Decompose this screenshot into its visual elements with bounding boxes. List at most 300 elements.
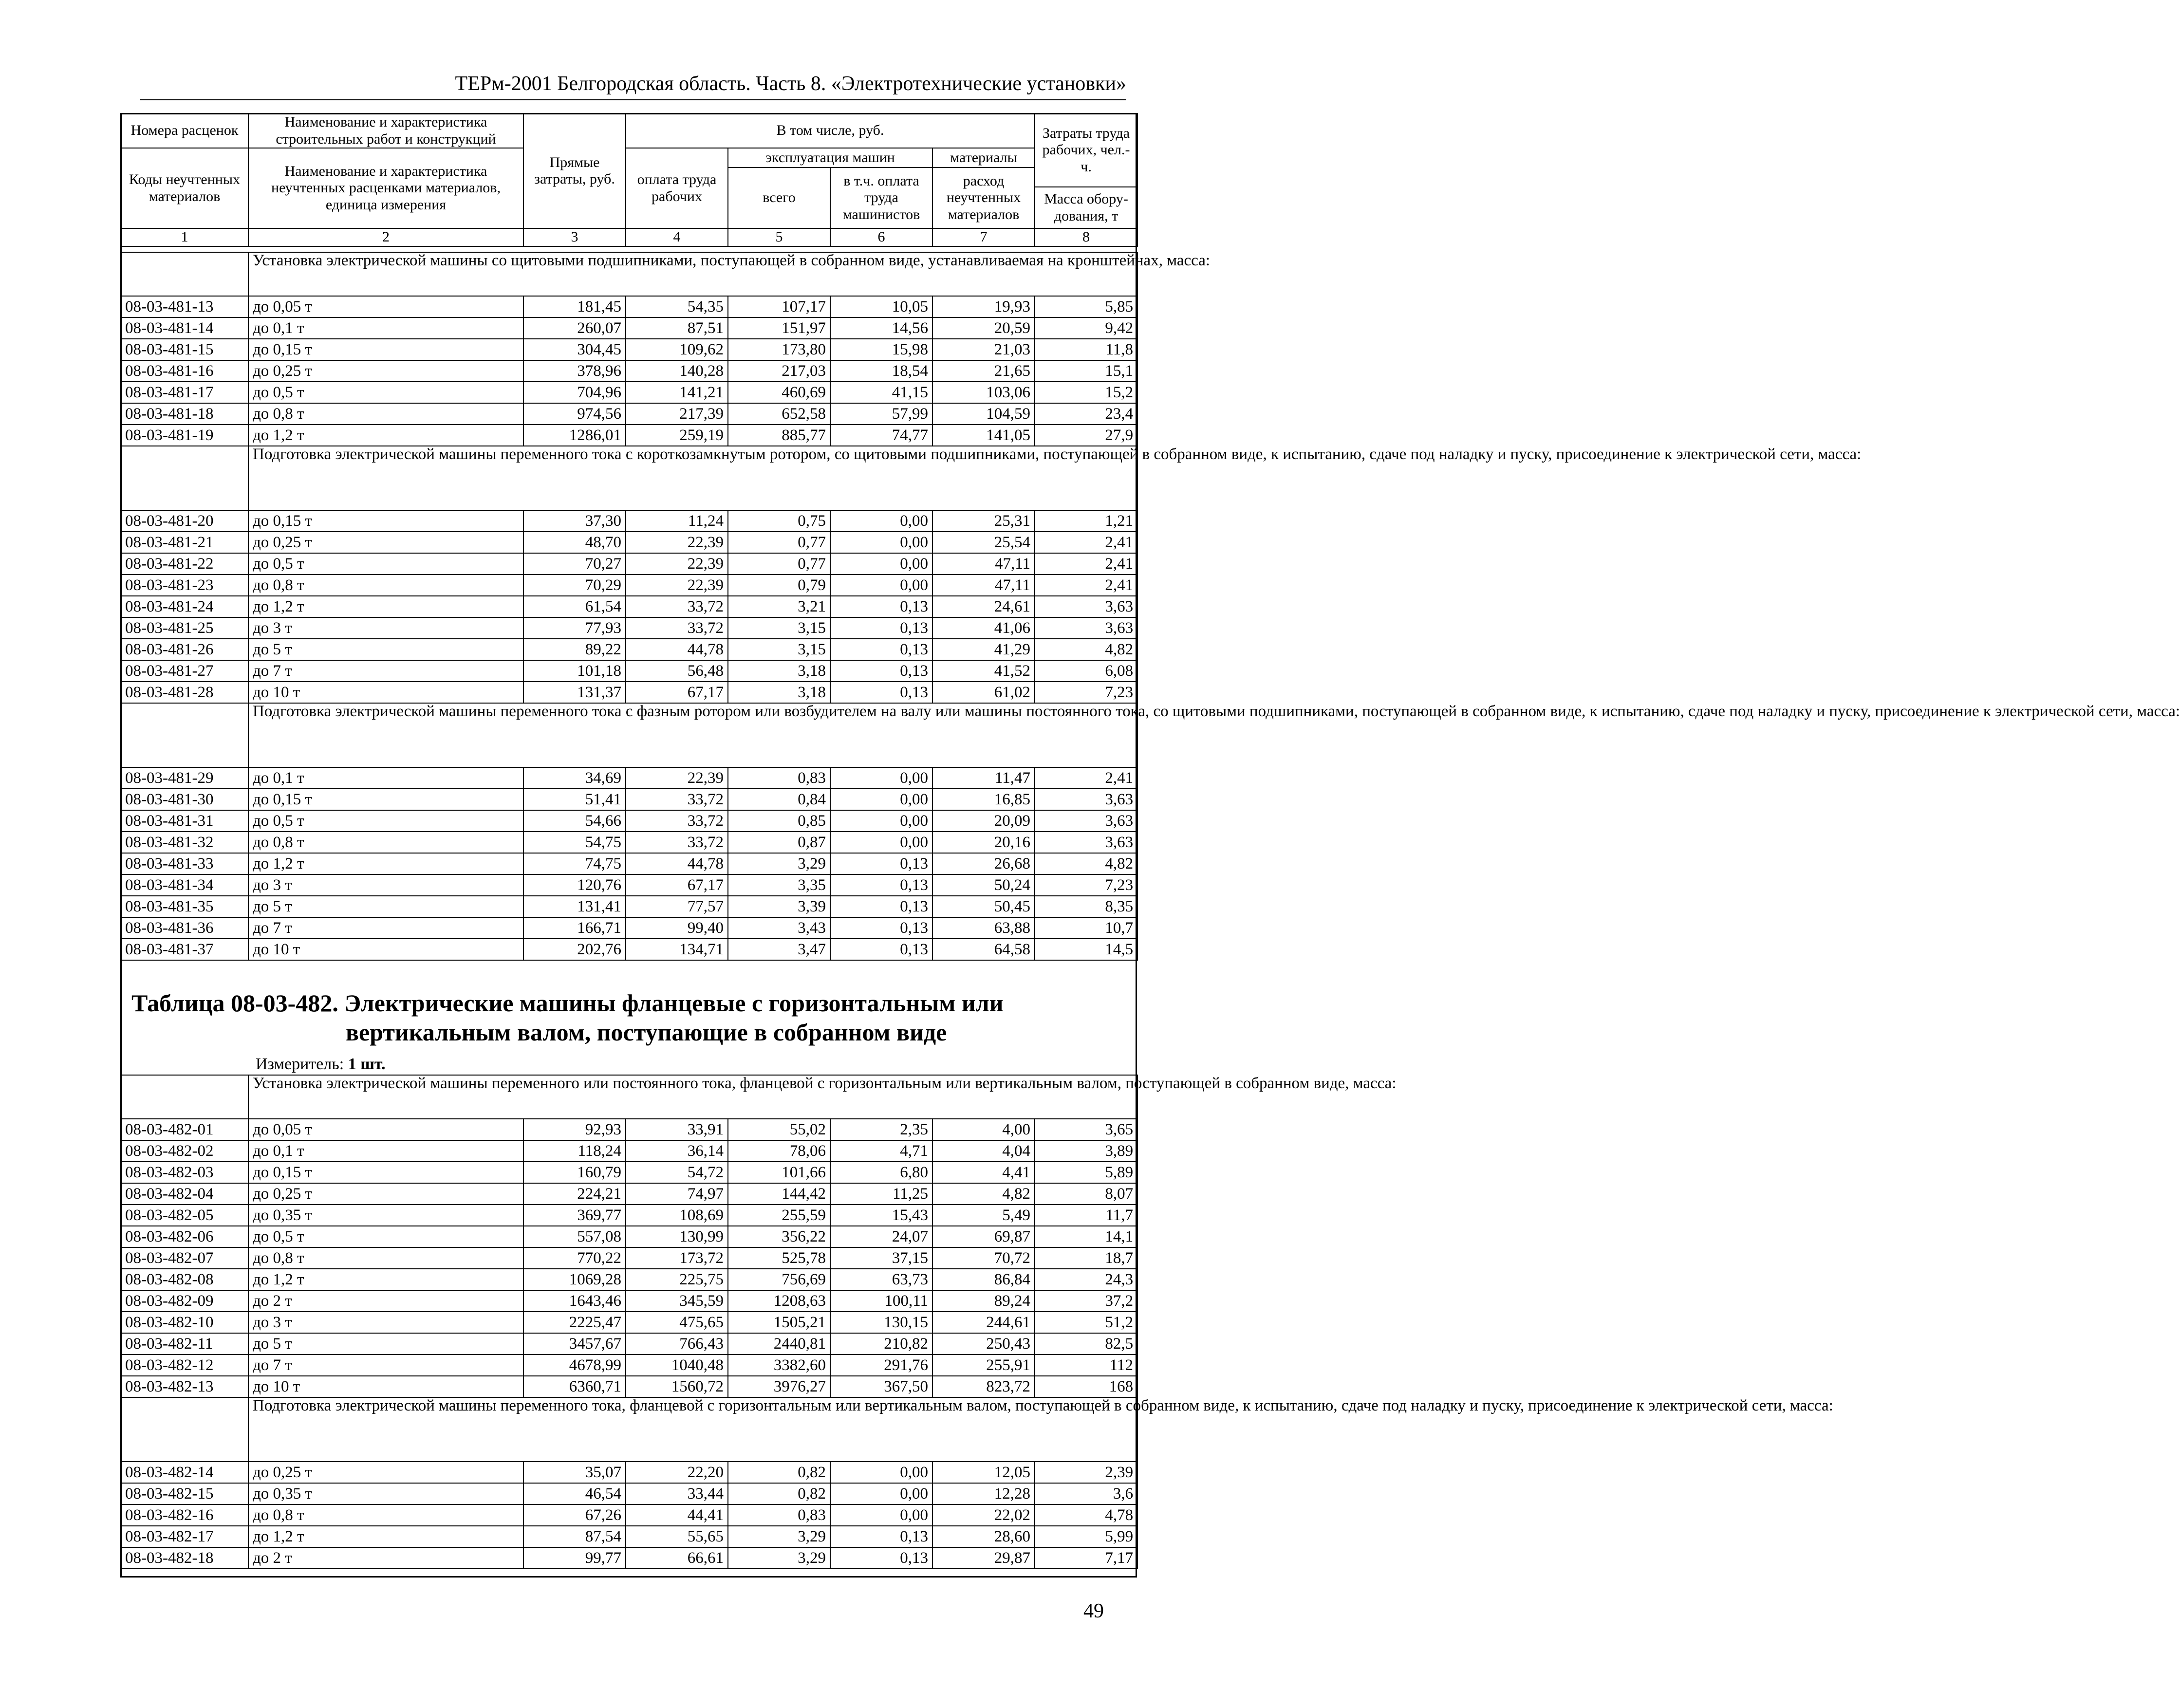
labor-hours-cell: 5,99 <box>1035 1526 1137 1547</box>
labor-hours-cell: 14,1 <box>1035 1226 1137 1247</box>
material-use-cell: 244,61 <box>932 1312 1035 1333</box>
worker-pay-cell: 74,97 <box>626 1183 728 1205</box>
material-use-cell: 50,24 <box>932 874 1035 896</box>
machine-total-cell: 217,03 <box>728 360 830 382</box>
direct-costs-cell: 1643,46 <box>523 1290 626 1312</box>
section-header-row <box>121 446 1137 510</box>
direct-costs-cell: 67,26 <box>523 1504 626 1526</box>
machine-total-cell: 3,18 <box>728 660 830 682</box>
table-row <box>121 532 1137 553</box>
rate-code-cell: 08-03-481-28 <box>121 682 248 703</box>
rate-name-cell: до 0,05 т <box>248 296 523 317</box>
col-number: 6 <box>830 228 932 246</box>
worker-pay-cell: 108,69 <box>626 1205 728 1226</box>
table-row <box>121 917 1137 939</box>
table-row <box>121 317 1137 339</box>
worker-pay-cell: 56,48 <box>626 660 728 682</box>
material-use-cell: 61,02 <box>932 682 1035 703</box>
labor-hours-cell: 7,23 <box>1035 874 1137 896</box>
labor-hours-cell: 2,39 <box>1035 1462 1137 1483</box>
rate-code-cell: 08-03-482-12 <box>121 1355 248 1376</box>
machine-total-cell: 0,77 <box>728 553 830 575</box>
direct-costs-cell: 557,08 <box>523 1226 626 1247</box>
labor-hours-cell: 11,7 <box>1035 1205 1137 1226</box>
machine-total-cell: 0,83 <box>728 767 830 789</box>
table-row <box>121 510 1137 532</box>
direct-costs-cell: 770,22 <box>523 1247 626 1269</box>
worker-pay-cell: 33,72 <box>626 596 728 617</box>
machine-total-cell: 0,82 <box>728 1462 830 1483</box>
col-header-material-codes: Коды неучтенных материалов <box>121 148 248 228</box>
direct-costs-cell: 260,07 <box>523 317 626 339</box>
rate-name-cell: до 0,1 т <box>248 1140 523 1162</box>
rate-name-cell: до 7 т <box>248 917 523 939</box>
table-482 <box>120 1075 1833 1569</box>
worker-pay-cell: 109,62 <box>626 339 728 360</box>
labor-hours-cell: 3,63 <box>1035 832 1137 853</box>
labor-hours-cell: 3,65 <box>1035 1119 1137 1140</box>
machinist-pay-cell: 4,71 <box>830 1140 932 1162</box>
section-header-row <box>121 703 1137 767</box>
labor-hours-cell: 15,1 <box>1035 360 1137 382</box>
worker-pay-cell: 99,40 <box>626 917 728 939</box>
table-row <box>121 853 1137 874</box>
labor-hours-cell: 3,63 <box>1035 617 1137 639</box>
worker-pay-cell: 33,91 <box>626 1119 728 1140</box>
col-header-materials: материалы <box>932 148 1035 167</box>
table-row <box>121 360 1137 382</box>
worker-pay-cell: 67,17 <box>626 682 728 703</box>
direct-costs-cell: 46,54 <box>523 1483 626 1504</box>
table-482-title-line2: вертикальным валом, поступающие в собранном виде <box>346 1019 947 1046</box>
machine-total-cell: 3,29 <box>728 1547 830 1569</box>
worker-pay-cell: 345,59 <box>626 1290 728 1312</box>
machinist-pay-cell: 24,07 <box>830 1226 932 1247</box>
rate-code-cell: 08-03-482-03 <box>121 1162 248 1183</box>
direct-costs-cell: 54,66 <box>523 810 626 832</box>
rate-code-cell: 08-03-481-37 <box>121 939 248 960</box>
table-row <box>121 1162 1137 1183</box>
machinist-pay-cell: 0,13 <box>830 853 932 874</box>
material-use-cell: 20,59 <box>932 317 1035 339</box>
labor-hours-cell: 3,6 <box>1035 1483 1137 1504</box>
worker-pay-cell: 217,39 <box>626 403 728 425</box>
machinist-pay-cell: 367,50 <box>830 1376 932 1397</box>
material-use-cell: 25,54 <box>932 532 1035 553</box>
machine-total-cell: 3,35 <box>728 874 830 896</box>
direct-costs-cell: 51,41 <box>523 789 626 810</box>
machine-total-cell: 173,80 <box>728 339 830 360</box>
machinist-pay-cell: 0,00 <box>830 575 932 596</box>
material-use-cell: 64,58 <box>932 939 1035 960</box>
machinist-pay-cell: 0,13 <box>830 874 932 896</box>
direct-costs-cell: 369,77 <box>523 1205 626 1226</box>
machinist-pay-cell: 291,76 <box>830 1355 932 1376</box>
direct-costs-cell: 70,27 <box>523 553 626 575</box>
rate-code-cell: 08-03-481-30 <box>121 789 248 810</box>
table-row <box>121 1205 1137 1226</box>
rate-code-cell: 08-03-481-32 <box>121 832 248 853</box>
labor-hours-cell: 8,35 <box>1035 896 1137 917</box>
direct-costs-cell: 120,76 <box>523 874 626 896</box>
rate-name-cell: до 0,15 т <box>248 339 523 360</box>
rate-code-cell: 08-03-481-35 <box>121 896 248 917</box>
material-use-cell: 255,91 <box>932 1355 1035 1376</box>
rate-name-cell: до 0,8 т <box>248 1247 523 1269</box>
machinist-pay-cell: 0,00 <box>830 832 932 853</box>
table-row <box>121 896 1137 917</box>
worker-pay-cell: 22,20 <box>626 1462 728 1483</box>
direct-costs-cell: 61,54 <box>523 596 626 617</box>
material-use-cell: 250,43 <box>932 1333 1035 1355</box>
rate-name-cell: до 1,2 т <box>248 425 523 446</box>
material-use-cell: 41,52 <box>932 660 1035 682</box>
page-number: 49 <box>1083 1600 1104 1622</box>
col-header-direct-costs: Прямые затраты, руб. <box>523 113 626 228</box>
direct-costs-cell: 92,93 <box>523 1119 626 1140</box>
machine-total-cell: 0,84 <box>728 789 830 810</box>
machine-total-cell: 885,77 <box>728 425 830 446</box>
worker-pay-cell: 22,39 <box>626 553 728 575</box>
worker-pay-cell: 134,71 <box>626 939 728 960</box>
rate-name-cell: до 3 т <box>248 1312 523 1333</box>
rate-code-cell: 08-03-482-16 <box>121 1504 248 1526</box>
machinist-pay-cell: 37,15 <box>830 1247 932 1269</box>
worker-pay-cell: 33,72 <box>626 617 728 639</box>
machine-total-cell: 0,82 <box>728 1483 830 1504</box>
table-row <box>121 832 1137 853</box>
rate-code-cell: 08-03-481-14 <box>121 317 248 339</box>
table-row <box>121 339 1137 360</box>
labor-hours-cell: 7,23 <box>1035 682 1137 703</box>
col-number: 3 <box>523 228 626 246</box>
table-row <box>121 1376 1137 1397</box>
labor-hours-cell: 7,17 <box>1035 1547 1137 1569</box>
labor-hours-cell: 23,4 <box>1035 403 1137 425</box>
rate-name-cell: до 1,2 т <box>248 853 523 874</box>
direct-costs-cell: 118,24 <box>523 1140 626 1162</box>
machine-total-cell: 101,66 <box>728 1162 830 1183</box>
measure-value: 1 шт. <box>348 1055 386 1073</box>
rate-name-cell: до 7 т <box>248 660 523 682</box>
machine-total-cell: 3,15 <box>728 617 830 639</box>
machinist-pay-cell: 41,15 <box>830 382 932 403</box>
rate-name-cell: до 0,25 т <box>248 1462 523 1483</box>
table-row <box>121 939 1137 960</box>
table-481 <box>120 252 2180 961</box>
direct-costs-cell: 378,96 <box>523 360 626 382</box>
rate-name-cell: до 10 т <box>248 939 523 960</box>
col-header-machine-total: всего <box>728 167 830 228</box>
section-header-row <box>121 1075 1137 1119</box>
rate-name-cell: до 0,35 т <box>248 1483 523 1504</box>
machine-total-cell: 3,15 <box>728 639 830 660</box>
labor-hours-cell: 1,21 <box>1035 510 1137 532</box>
table-row <box>121 1547 1137 1569</box>
worker-pay-cell: 1040,48 <box>626 1355 728 1376</box>
worker-pay-cell: 140,28 <box>626 360 728 382</box>
machinist-pay-cell: 0,13 <box>830 682 932 703</box>
table-row <box>121 639 1137 660</box>
table-row <box>121 403 1137 425</box>
worker-pay-cell: 33,72 <box>626 832 728 853</box>
machinist-pay-cell: 6,80 <box>830 1162 932 1183</box>
column-header-table <box>120 113 1138 247</box>
section-title: Установка электрической машины со щитовыми подшипниками, поступающей в собранном виде, устанавливаемая на кронштейнах, масса: <box>248 252 1137 296</box>
material-use-cell: 24,61 <box>932 596 1035 617</box>
rate-name-cell: до 2 т <box>248 1547 523 1569</box>
rate-code-cell: 08-03-481-22 <box>121 553 248 575</box>
table-row <box>121 1526 1137 1547</box>
machine-total-cell: 0,83 <box>728 1504 830 1526</box>
col-header-including: В том числе, руб. <box>626 113 1035 148</box>
worker-pay-cell: 225,75 <box>626 1269 728 1290</box>
machine-total-cell: 3,43 <box>728 917 830 939</box>
rate-name-cell: до 10 т <box>248 1376 523 1397</box>
section-title: Подготовка электрической машины переменного тока с фазным ротором или возбудителем на валу или машины постоянного тока, со щитовыми подшипниками, поступающей в собранном виде, к испытанию, сдаче под наладку и пуску, присоединение к электрической сети, масса: <box>248 703 1137 767</box>
worker-pay-cell: 87,51 <box>626 317 728 339</box>
machine-total-cell: 78,06 <box>728 1140 830 1162</box>
rate-code-cell: 08-03-481-23 <box>121 575 248 596</box>
machinist-pay-cell: 0,13 <box>830 617 932 639</box>
rate-code-cell: 08-03-482-11 <box>121 1333 248 1355</box>
col-header-rate-numbers: Номера расценок <box>121 113 248 148</box>
material-use-cell: 11,47 <box>932 767 1035 789</box>
rate-name-cell: до 5 т <box>248 896 523 917</box>
material-use-cell: 50,45 <box>932 896 1035 917</box>
machinist-pay-cell: 0,13 <box>830 1547 932 1569</box>
material-use-cell: 4,82 <box>932 1183 1035 1205</box>
material-use-cell: 28,60 <box>932 1526 1035 1547</box>
direct-costs-cell: 704,96 <box>523 382 626 403</box>
rate-code-cell: 08-03-481-16 <box>121 360 248 382</box>
machinist-pay-cell: 0,13 <box>830 917 932 939</box>
labor-hours-cell: 10,7 <box>1035 917 1137 939</box>
worker-pay-cell: 67,17 <box>626 874 728 896</box>
material-use-cell: 5,49 <box>932 1205 1035 1226</box>
machine-total-cell: 1208,63 <box>728 1290 830 1312</box>
rate-code-cell: 08-03-482-02 <box>121 1140 248 1162</box>
rate-code-cell: 08-03-482-09 <box>121 1290 248 1312</box>
rate-code-cell: 08-03-482-14 <box>121 1462 248 1483</box>
machine-total-cell: 3,29 <box>728 1526 830 1547</box>
table-row <box>121 1119 1137 1140</box>
col-number: 5 <box>728 228 830 246</box>
rate-code-cell: 08-03-481-18 <box>121 403 248 425</box>
col-number: 2 <box>248 228 523 246</box>
material-use-cell: 12,28 <box>932 1483 1035 1504</box>
table-row <box>121 1333 1137 1355</box>
rate-name-cell: до 0,05 т <box>248 1119 523 1140</box>
labor-hours-cell: 11,8 <box>1035 339 1137 360</box>
direct-costs-cell: 89,22 <box>523 639 626 660</box>
machine-total-cell: 0,75 <box>728 510 830 532</box>
rate-name-cell: до 3 т <box>248 874 523 896</box>
machinist-pay-cell: 0,00 <box>830 767 932 789</box>
rate-name-cell: до 0,25 т <box>248 360 523 382</box>
labor-hours-cell: 3,89 <box>1035 1140 1137 1162</box>
table-row <box>121 1355 1137 1376</box>
rate-name-cell: до 0,25 т <box>248 532 523 553</box>
labor-hours-cell: 5,89 <box>1035 1162 1137 1183</box>
machinist-pay-cell: 210,82 <box>830 1333 932 1355</box>
machinist-pay-cell: 14,56 <box>830 317 932 339</box>
table-482-title <box>131 988 1057 1047</box>
rate-code-cell: 08-03-481-25 <box>121 617 248 639</box>
machine-total-cell: 151,97 <box>728 317 830 339</box>
labor-hours-cell: 112 <box>1035 1355 1137 1376</box>
labor-hours-cell: 3,63 <box>1035 789 1137 810</box>
machinist-pay-cell: 74,77 <box>830 425 932 446</box>
machine-total-cell: 3,29 <box>728 853 830 874</box>
machinist-pay-cell: 100,11 <box>830 1290 932 1312</box>
machinist-pay-cell: 0,13 <box>830 660 932 682</box>
table-row <box>121 553 1137 575</box>
direct-costs-cell: 160,79 <box>523 1162 626 1183</box>
material-use-cell: 26,68 <box>932 853 1035 874</box>
section-header-row <box>121 1397 1137 1462</box>
material-use-cell: 47,11 <box>932 553 1035 575</box>
rate-name-cell: до 0,8 т <box>248 1504 523 1526</box>
table-row <box>121 296 1137 317</box>
table-row <box>121 660 1137 682</box>
table-row <box>121 1290 1137 1312</box>
rate-code-cell: 08-03-482-01 <box>121 1119 248 1140</box>
machinist-pay-cell: 0,00 <box>830 532 932 553</box>
table-row <box>121 1247 1137 1269</box>
rate-code-cell: 08-03-481-27 <box>121 660 248 682</box>
rate-code-cell: 08-03-481-21 <box>121 532 248 553</box>
labor-hours-cell: 51,2 <box>1035 1312 1137 1333</box>
machine-total-cell: 3976,27 <box>728 1376 830 1397</box>
section-title: Установка электрической машины переменного или постоянного тока, фланцевой с горизонтальным или вертикальным валом, поступающей в собранном виде, масса: <box>248 1075 1137 1119</box>
col-number: 4 <box>626 228 728 246</box>
labor-hours-cell: 18,7 <box>1035 1247 1137 1269</box>
rate-name-cell: до 0,5 т <box>248 553 523 575</box>
section-blank-cell <box>121 703 248 767</box>
rate-code-cell: 08-03-482-13 <box>121 1376 248 1397</box>
table-row <box>121 1483 1137 1504</box>
rate-name-cell: до 0,1 т <box>248 317 523 339</box>
table-row <box>121 1312 1137 1333</box>
direct-costs-cell: 202,76 <box>523 939 626 960</box>
machinist-pay-cell: 0,00 <box>830 553 932 575</box>
worker-pay-cell: 475,65 <box>626 1312 728 1333</box>
labor-hours-cell: 9,42 <box>1035 317 1137 339</box>
worker-pay-cell: 766,43 <box>626 1333 728 1355</box>
material-use-cell: 89,24 <box>932 1290 1035 1312</box>
direct-costs-cell: 181,45 <box>523 296 626 317</box>
worker-pay-cell: 22,39 <box>626 767 728 789</box>
direct-costs-cell: 74,75 <box>523 853 626 874</box>
col-header-material-use: расход неучтенных материалов <box>932 167 1035 228</box>
rate-name-cell: до 7 т <box>248 1355 523 1376</box>
machinist-pay-cell: 0,13 <box>830 896 932 917</box>
worker-pay-cell: 44,78 <box>626 639 728 660</box>
worker-pay-cell: 55,65 <box>626 1526 728 1547</box>
machine-total-cell: 3,21 <box>728 596 830 617</box>
table-row <box>121 382 1137 403</box>
col-header-work-name: Наименование и характеристика строительных работ и конструкций <box>248 113 523 148</box>
material-use-cell: 21,65 <box>932 360 1035 382</box>
machine-total-cell: 3,47 <box>728 939 830 960</box>
rate-name-cell: до 5 т <box>248 1333 523 1355</box>
direct-costs-cell: 166,71 <box>523 917 626 939</box>
material-use-cell: 29,87 <box>932 1547 1035 1569</box>
direct-costs-cell: 974,56 <box>523 403 626 425</box>
labor-hours-cell: 168 <box>1035 1376 1137 1397</box>
worker-pay-cell: 259,19 <box>626 425 728 446</box>
worker-pay-cell: 141,21 <box>626 382 728 403</box>
worker-pay-cell: 1560,72 <box>626 1376 728 1397</box>
material-use-cell: 47,11 <box>932 575 1035 596</box>
machinist-pay-cell: 0,00 <box>830 510 932 532</box>
machine-total-cell: 3382,60 <box>728 1355 830 1376</box>
rate-name-cell: до 0,8 т <box>248 575 523 596</box>
worker-pay-cell: 54,35 <box>626 296 728 317</box>
measure-unit <box>256 1055 386 1074</box>
rate-code-cell: 08-03-481-31 <box>121 810 248 832</box>
direct-costs-cell: 70,29 <box>523 575 626 596</box>
material-use-cell: 20,09 <box>932 810 1035 832</box>
labor-hours-cell: 4,82 <box>1035 853 1137 874</box>
table-row <box>121 1269 1137 1290</box>
rate-code-cell: 08-03-481-13 <box>121 296 248 317</box>
rate-name-cell: до 0,1 т <box>248 767 523 789</box>
machinist-pay-cell: 0,00 <box>830 1483 932 1504</box>
worker-pay-cell: 44,78 <box>626 853 728 874</box>
machine-total-cell: 756,69 <box>728 1269 830 1290</box>
rate-code-cell: 08-03-481-15 <box>121 339 248 360</box>
direct-costs-cell: 3457,67 <box>523 1333 626 1355</box>
material-use-cell: 86,84 <box>932 1269 1035 1290</box>
table-row <box>121 682 1137 703</box>
material-use-cell: 69,87 <box>932 1226 1035 1247</box>
rate-code-cell: 08-03-481-19 <box>121 425 248 446</box>
direct-costs-cell: 6360,71 <box>523 1376 626 1397</box>
table-row <box>121 874 1137 896</box>
rate-code-cell: 08-03-482-15 <box>121 1483 248 1504</box>
section-blank-cell <box>121 1075 248 1119</box>
worker-pay-cell: 77,57 <box>626 896 728 917</box>
section-blank-cell <box>121 446 248 510</box>
material-use-cell: 4,00 <box>932 1119 1035 1140</box>
machine-total-cell: 1505,21 <box>728 1312 830 1333</box>
machine-total-cell: 3,18 <box>728 682 830 703</box>
machinist-pay-cell: 0,13 <box>830 596 932 617</box>
rate-code-cell: 08-03-482-04 <box>121 1183 248 1205</box>
machinist-pay-cell: 0,00 <box>830 810 932 832</box>
machine-total-cell: 0,77 <box>728 532 830 553</box>
material-use-cell: 22,02 <box>932 1504 1035 1526</box>
material-use-cell: 12,05 <box>932 1462 1035 1483</box>
material-use-cell: 4,04 <box>932 1140 1035 1162</box>
rate-name-cell: до 0,35 т <box>248 1205 523 1226</box>
rate-name-cell: до 0,8 т <box>248 403 523 425</box>
rate-name-cell: до 3 т <box>248 617 523 639</box>
machine-total-cell: 3,39 <box>728 896 830 917</box>
table-row <box>121 425 1137 446</box>
labor-hours-cell: 2,41 <box>1035 767 1137 789</box>
direct-costs-cell: 224,21 <box>523 1183 626 1205</box>
worker-pay-cell: 22,39 <box>626 532 728 553</box>
direct-costs-cell: 2225,47 <box>523 1312 626 1333</box>
col-header-labor-hours: Затраты труда рабочих, чел.-ч. <box>1035 113 1137 187</box>
rate-code-cell: 08-03-481-26 <box>121 639 248 660</box>
material-use-cell: 41,06 <box>932 617 1035 639</box>
labor-hours-cell: 14,5 <box>1035 939 1137 960</box>
rate-name-cell: до 10 т <box>248 682 523 703</box>
